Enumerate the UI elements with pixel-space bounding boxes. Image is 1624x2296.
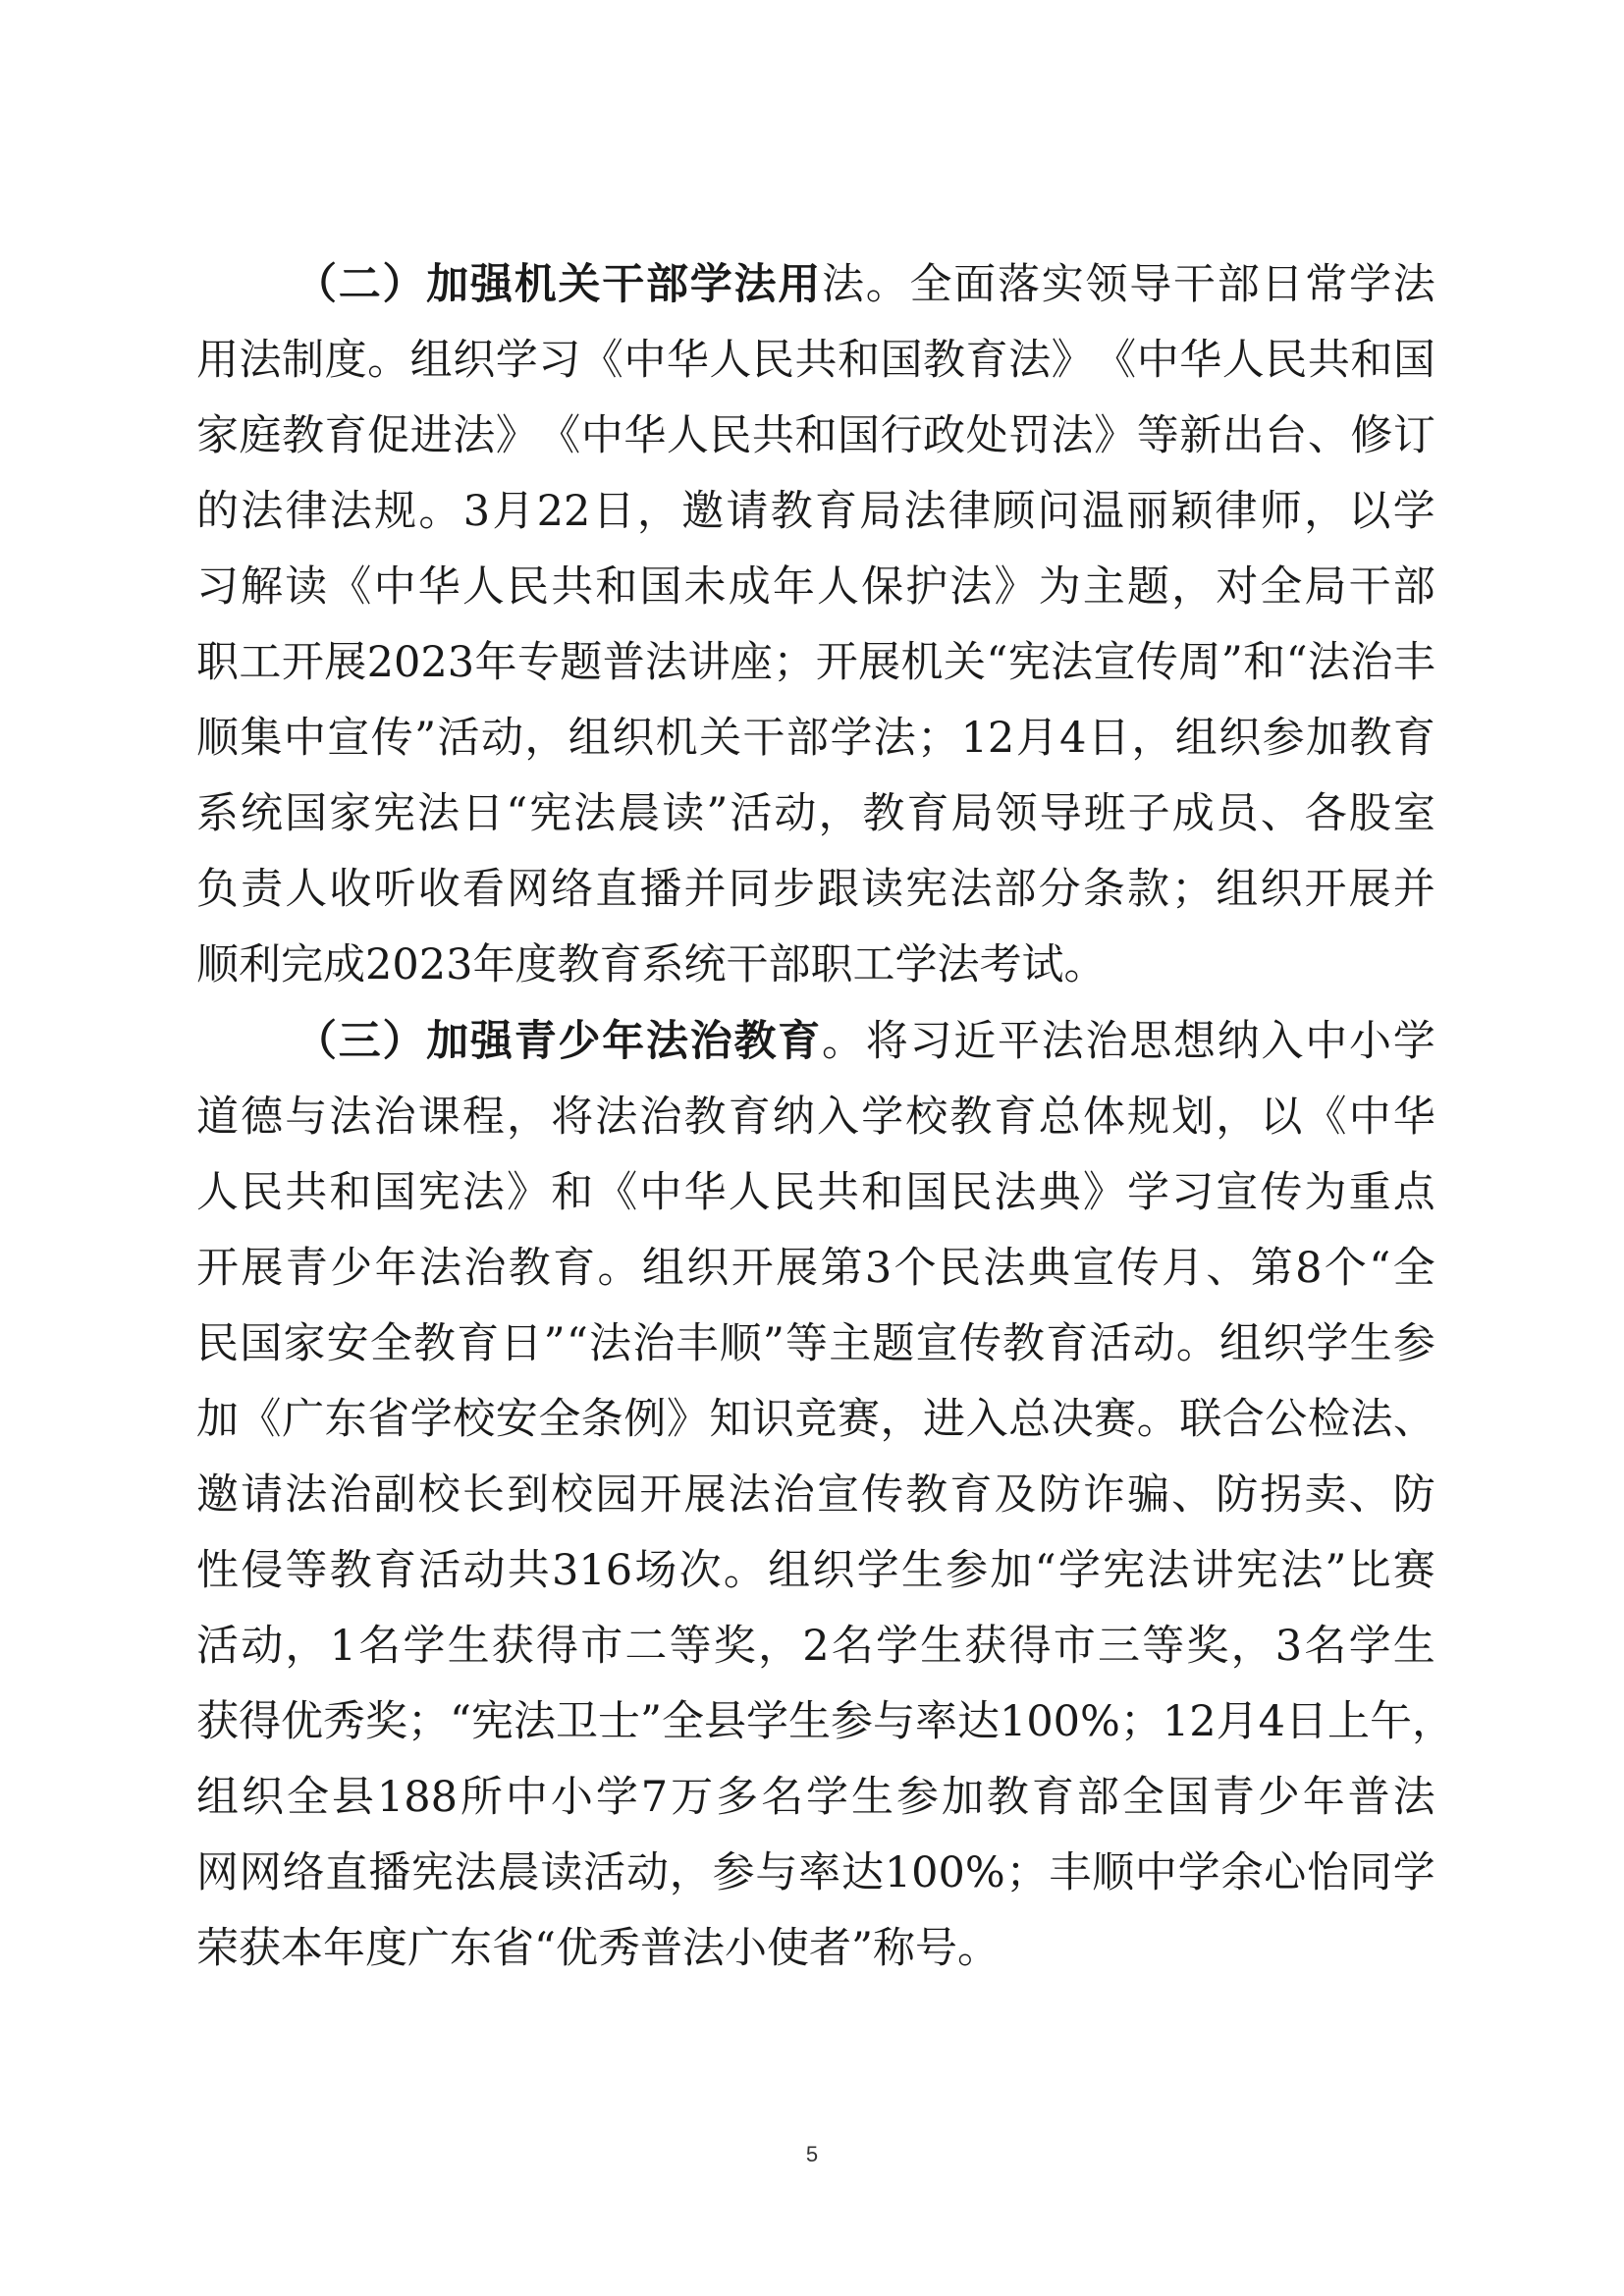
paragraph-line: （ 三 ） 加 强 青 少 年 法 治 教 育 。 将 习 近 平 法 治 思 想 纳 入 中 小 学 [295,1017,1435,1066]
paragraph-line: 组 织 全 县 188 所 中 小 学 7 万 多 名 学 生 参 加 教 育 部 全 国 青 少 年 普 法 [196,1773,1435,1822]
paragraph-line: 开 展 青 少 年 法 治 教 育 。 组 织 开 展 第 3 个 民 法 典 宣 传 月 、 第 8 个 “ 全 [196,1244,1435,1293]
paragraph-line: 加 《 广 东 省 学 校 安 全 条 例 》 知 识 竞 赛 ， 进 入 总 决 赛 。 联 合 公 检 法 、 [196,1395,1435,1444]
paragraph-line: 性 侵 等 教 育 活 动 共 316 场 次 。 组 织 学 生 参 加 “ 学 宪 法 讲 宪 法 ” 比 赛 [196,1546,1435,1595]
paragraph-line: 负 责 人 收 听 收 看 网 络 直 播 并 同 步 跟 读 宪 法 部 分 条 款 ； 组 织 开 展 并 [196,865,1435,914]
paragraph-line: 活 动 ， 1 名 学 生 获 得 市 二 等 奖 ， 2 名 学 生 获 得 市 三 等 奖 ， 3 名 学 生 [196,1622,1435,1671]
section-youth-law-education [196,1004,1454,1987]
paragraph-line: 系 统 国 家 宪 法 日 “ 宪 法 晨 读 ” 活 动 ， 教 育 局 领 导 班 子 成 员 、 各 股 室 [196,789,1435,838]
paragraph-line: 道 德 与 法 治 课 程 ， 将 法 治 教 育 纳 入 学 校 教 育 总 体 规 划 ， 以 《 中 华 [196,1093,1435,1142]
paragraph-line: 家 庭 教 育 促 进 法 》 《 中 华 人 民 共 和 国 行 政 处 罚 法 》 等 新 出 台 、 修 订 [196,411,1435,460]
paragraph-line: 荣 获 本 年 度 广 东 省 “ 优 秀 普 法 小 使 者 ” 称 号 。 [196,1924,1000,1973]
paragraph-line: 顺 集 中 宣 传 ” 活 动 ， 组 织 机 关 干 部 学 法 ； 12 月 4 日 ， 组 织 参 加 教 育 [196,714,1435,763]
page-number: 5 [805,2142,819,2166]
paragraph-line: 习 解 读 《 中 华 人 民 共 和 国 未 成 年 人 保 护 法 》 为 主 题 ， 对 全 局 干 部 [196,562,1435,612]
paragraph-line: 的 法 律 法 规 。 3 月 22 日 ， 邀 请 教 育 局 法 律 顾 问 温 丽 颖 律 师 ， 以 学 [196,487,1435,536]
paragraph-line: （ 二 ） 加 强 机 关 干 部 学 法 用 法 。 全 面 落 实 领 导 干 部 日 常 学 法 [295,260,1435,309]
paragraph-line: 用 法 制 度 。 组 织 学 习 《 中 华 人 民 共 和 国 教 育 法 》 《 中 华 人 民 共 和 国 [196,336,1435,385]
paragraph-line: 顺 利 完 成 2023 年 度 教 育 系 统 干 部 职 工 学 法 考 试 。 [196,940,1107,989]
section-strengthen-cadre-law-study [196,247,1435,1003]
paragraph-line: 网 网 络 直 播 宪 法 晨 读 活 动 ， 参 与 率 达 100% ； 丰 顺 中 学 余 心 怡 同 学 [196,1848,1435,1897]
paragraph-line: 民 国 家 安 全 教 育 日 ” “ 法 治 丰 顺 ” 等 主 题 宣 传 教 育 活 动 。 组 织 学 生 参 [196,1319,1435,1368]
paragraph-line: 获 得 优 秀 奖 ； “ 宪 法 卫 士 ” 全 县 学 生 参 与 率 达 100% ； 12 月 4 日 上 午 ， [196,1697,1454,1746]
paragraph-line: 邀 请 法 治 副 校 长 到 校 园 开 展 法 治 宣 传 教 育 及 防 诈 骗 、 防 拐 卖 、 防 [196,1470,1435,1520]
paragraph-line: 职 工 开 展 2023 年 专 题 普 法 讲 座 ； 开 展 机 关 “ 宪 法 宣 传 周 ” 和 “ 法 治 丰 [196,638,1435,687]
paragraph-line: 人 民 共 和 国 宪 法 》 和 《 中 华 人 民 共 和 国 民 法 典 》 学 习 宣 传 为 重 点 [196,1168,1435,1217]
